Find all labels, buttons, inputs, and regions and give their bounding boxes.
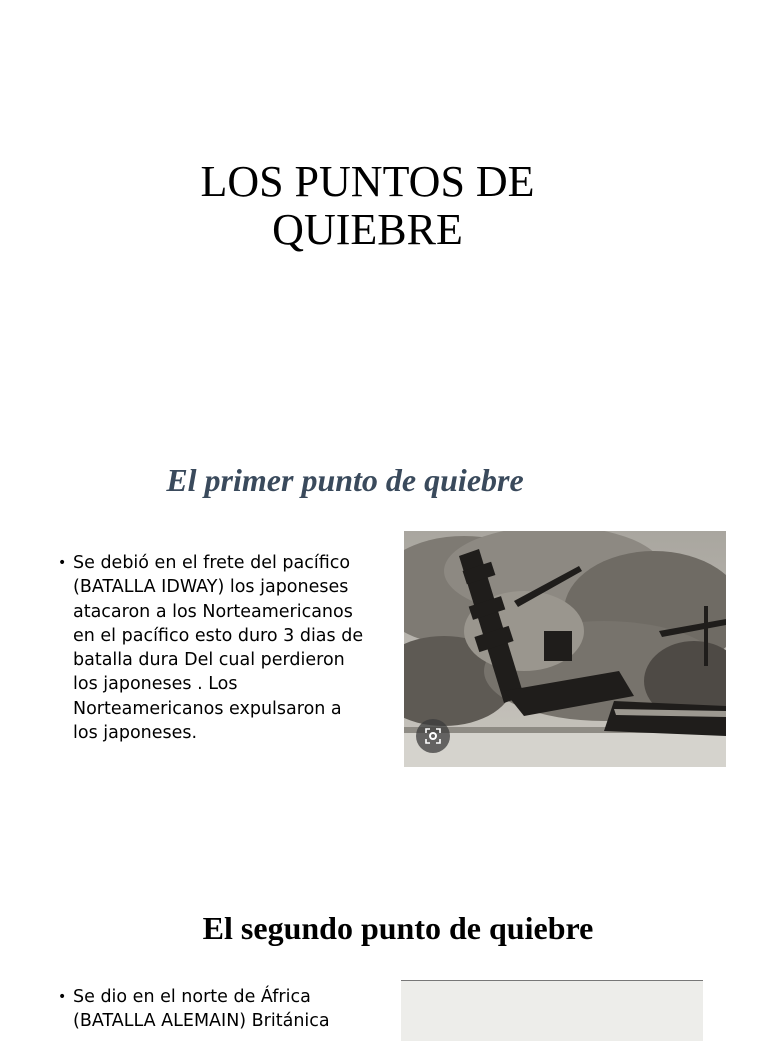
slide-title: LOS PUNTOS DE QUIEBRE xyxy=(200,157,535,254)
bullet-item xyxy=(58,551,368,745)
slide-1 xyxy=(0,0,768,432)
lens-icon xyxy=(424,727,442,745)
bullet-text: Se debió en el frete del pacífico (BATALLA IDWAY) los japoneses atacaron a los Norteamericanos en el pacífico esto duro 3 dias de batalla dura Del cual perdieron los japoneses . Los Norteamericanos expulsaron a los japoneses. xyxy=(73,553,364,744)
bullet-symbol: • xyxy=(58,989,67,1005)
slide-photo xyxy=(401,980,703,1041)
slide-heading: El primer punto de quiebre xyxy=(166,462,524,498)
bullet-text: Se dio en el norte de África (BATALLA ALEMAIN) Británica xyxy=(73,987,330,1032)
slide-3 xyxy=(0,864,768,1032)
slide-2 xyxy=(0,432,768,864)
slide-heading: El segundo punto de quiebre xyxy=(202,910,594,946)
bullet-symbol: • xyxy=(58,555,67,571)
battleship-image xyxy=(404,531,726,767)
battleship-photo xyxy=(404,531,726,767)
image-search-button[interactable] xyxy=(416,719,450,753)
bullet-item xyxy=(58,985,368,1034)
